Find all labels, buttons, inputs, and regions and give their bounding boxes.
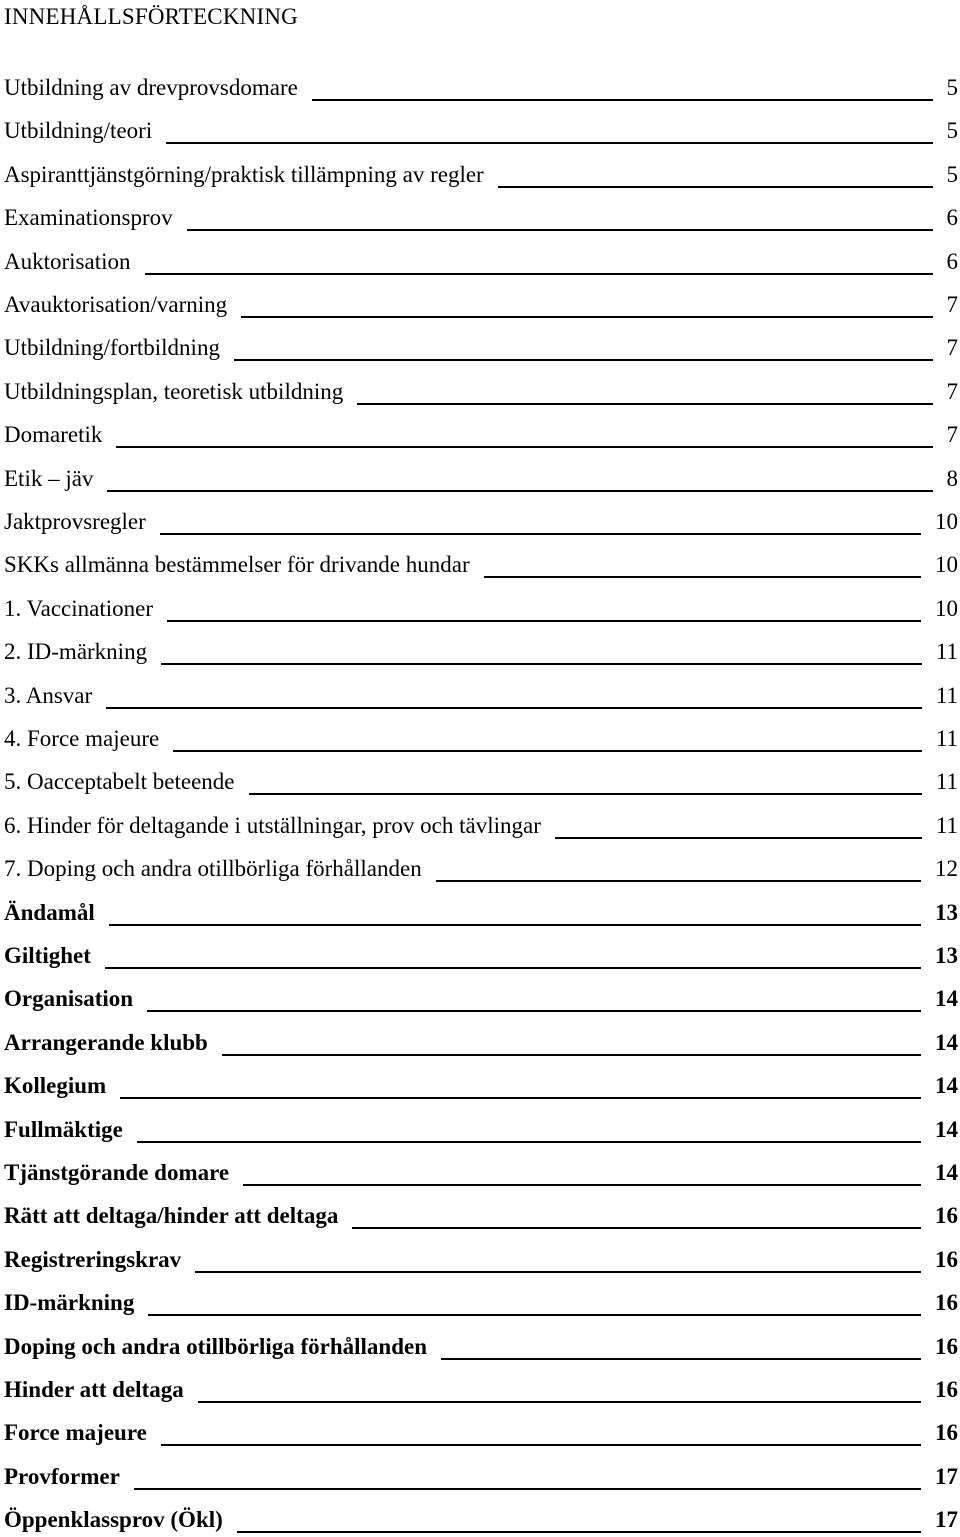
toc-entry-page-number: 14 [935, 1160, 958, 1185]
toc-entry-label: Arrangerande klubb [4, 1029, 208, 1055]
toc-entry-page-number: 14 [935, 986, 958, 1012]
toc-entry[interactable] [4, 1117, 958, 1147]
toc-leader-line [234, 358, 933, 361]
toc-entry-page-number: 13 [935, 943, 958, 968]
toc-entry-page-number: 14 [935, 1029, 958, 1055]
toc-leader-line [167, 619, 921, 622]
toc-entry-label: Utbildning/fortbildning [4, 335, 220, 361]
toc-entry-label: 6. Hinder för deltagande i utställningar, prov och tävlingar [4, 812, 541, 838]
toc-entry[interactable] [4, 335, 958, 365]
toc-leader-line [134, 1487, 921, 1490]
toc-entry-label: Kollegium [4, 1073, 107, 1099]
toc-entry[interactable] [4, 1334, 958, 1364]
toc-entry[interactable] [4, 813, 958, 843]
toc-entry-label: Fullmäktige [4, 1116, 123, 1142]
toc-entry-label: Utbildning av drevprovsdomare [4, 75, 298, 100]
page-title: INNEHÅLLSFÖRTECKNING [4, 4, 298, 29]
toc-entry-label: 4. Force majeure [4, 726, 160, 751]
toc-leader-line [484, 575, 921, 578]
toc-entry[interactable] [4, 1507, 958, 1537]
toc-entry-label: Rätt att deltaga/hinder att deltaga [4, 1203, 339, 1229]
toc-entry[interactable] [4, 162, 958, 192]
toc-entry-page-number: 16 [935, 1420, 958, 1446]
toc-entry-page-number: 11 [935, 812, 958, 838]
toc-entry-page-number: 8 [946, 465, 958, 491]
toc-entry-label: Domaretik [4, 422, 103, 448]
toc-entry-page-number: 16 [935, 1203, 958, 1229]
toc-entry[interactable] [4, 75, 958, 105]
toc-entry-label: Force majeure [4, 1420, 147, 1446]
toc-entry-page-number: 11 [935, 682, 958, 708]
toc-entry-label: 3. Ansvar [4, 682, 93, 708]
toc-entry-label: Auktorisation [4, 248, 131, 274]
toc-entry-label: Tjänstgörande domare [4, 1160, 230, 1185]
toc-leader-line [243, 1183, 921, 1186]
toc-leader-line [198, 1400, 921, 1403]
toc-entry-label: Doping och andra otillbörliga förhållanden [4, 1333, 428, 1359]
toc-leader-line [106, 706, 922, 709]
toc-entry-page-number: 11 [935, 726, 958, 751]
toc-entry[interactable] [4, 596, 958, 626]
toc-entry-label: ID-märkning [4, 1290, 135, 1316]
toc-entry-page-number: 16 [935, 1246, 958, 1272]
toc-entry[interactable] [4, 1464, 958, 1494]
toc-leader-line [555, 836, 922, 839]
toc-entry[interactable] [4, 1030, 958, 1060]
toc-entry[interactable] [4, 1160, 958, 1190]
toc-leader-line [187, 228, 933, 231]
toc-entry[interactable] [4, 552, 958, 582]
toc-entry-page-number: 12 [935, 856, 958, 882]
toc-entry[interactable] [4, 986, 958, 1016]
toc-entry-label: Utbildningsplan, teoretisk utbildning [4, 378, 344, 404]
toc-entry[interactable] [4, 1073, 958, 1103]
toc-entry[interactable] [4, 683, 958, 713]
toc-entry[interactable] [4, 900, 958, 930]
toc-entry-label: 5. Oacceptabelt beteende [4, 769, 235, 795]
toc-leader-line [105, 966, 921, 969]
toc-entry[interactable] [4, 856, 958, 886]
toc-entry[interactable] [4, 249, 958, 279]
toc-entry-page-number: 13 [935, 899, 958, 925]
toc-entry[interactable] [4, 466, 958, 496]
toc-leader-line [241, 315, 932, 318]
toc-leader-line [166, 141, 932, 144]
toc-leader-line [352, 1226, 921, 1229]
toc-entry-page-number: 6 [946, 248, 958, 274]
toc-entry-label: Organisation [4, 986, 134, 1012]
toc-leader-line [436, 879, 921, 882]
toc-entry-page-number: 7 [946, 422, 958, 448]
toc-entry[interactable] [4, 379, 958, 409]
toc-entry-label: Öppenklassprov (Ökl) [4, 1507, 223, 1533]
toc-entry[interactable] [4, 205, 958, 235]
toc-entry-label: Giltighet [4, 943, 91, 968]
toc-entry-page-number: 14 [935, 1116, 958, 1142]
toc-entry-page-number: 10 [935, 595, 958, 621]
toc-leader-line [107, 489, 932, 492]
toc-entry-label: 2. ID-märkning [4, 639, 148, 665]
toc-leader-line [109, 923, 921, 926]
toc-entry-page-number: 7 [946, 292, 958, 317]
toc-entry-page-number: 5 [946, 161, 958, 187]
toc-leader-line [498, 185, 933, 188]
toc-entry-label: Ändamål [4, 899, 95, 925]
toc-entry-label: 1. Vaccinationer [4, 595, 154, 621]
toc-entry[interactable] [4, 1377, 958, 1407]
toc-leader-line [173, 749, 922, 752]
toc-leader-line [116, 445, 932, 448]
toc-entry[interactable] [4, 422, 958, 452]
toc-entry[interactable] [4, 726, 958, 756]
toc-leader-line [249, 792, 922, 795]
toc-entry-label: Jaktprovsregler [4, 509, 146, 534]
toc-leader-line [312, 98, 933, 101]
toc-entry-label: Aspiranttjänstgörning/praktisk tillämpning av regler [4, 161, 484, 187]
toc-entry-label: Etik – jäv [4, 465, 94, 491]
toc-entry-label: Utbildning/teori [4, 118, 153, 144]
toc-entry-label: Provformer [4, 1463, 120, 1489]
toc-entry-label: Avauktorisation/varning [4, 292, 228, 317]
toc-entry-page-number: 14 [935, 1073, 958, 1099]
toc-entry[interactable] [4, 1290, 958, 1320]
toc-leader-line [161, 662, 922, 665]
toc-entry[interactable] [4, 509, 958, 539]
toc-entry[interactable] [4, 1420, 958, 1450]
toc-entry-page-number: 6 [946, 205, 958, 231]
toc-entry-page-number: 10 [935, 552, 958, 578]
toc-entry-label: SKKs allmänna bestämmelser för drivande hundar [4, 552, 470, 578]
toc-leader-line [120, 1096, 921, 1099]
toc-entry[interactable] [4, 1247, 958, 1277]
toc-entry-page-number: 16 [935, 1377, 958, 1402]
toc-entry-label: Hinder att deltaga [4, 1377, 184, 1402]
toc-entry-page-number: 16 [935, 1333, 958, 1359]
toc-entry-page-number: 7 [946, 378, 958, 404]
toc-entry-page-number: 10 [935, 509, 958, 534]
toc-entry-page-number: 11 [935, 639, 958, 665]
toc-entry-page-number: 17 [935, 1463, 958, 1489]
toc-entry-page-number: 5 [946, 118, 958, 144]
toc-leader-line [222, 1053, 921, 1056]
toc-leader-line [161, 1443, 921, 1446]
toc-leader-line [137, 1140, 921, 1143]
toc-leader-line [160, 532, 921, 535]
toc-entry[interactable] [4, 943, 958, 973]
toc-leader-line [357, 402, 932, 405]
toc-entry-label: Examinationsprov [4, 205, 173, 231]
toc-entry[interactable] [4, 769, 958, 799]
toc-entry[interactable] [4, 118, 958, 148]
toc-leader-line [145, 272, 933, 275]
toc-entry[interactable] [4, 639, 958, 669]
toc-entry-page-number: 16 [935, 1290, 958, 1316]
toc-entry-page-number: 17 [935, 1507, 958, 1533]
toc-leader-line [195, 1270, 921, 1273]
toc-leader-line [147, 1009, 921, 1012]
toc-leader-line [237, 1530, 921, 1533]
toc-entry-page-number: 5 [946, 75, 958, 100]
toc-entry-page-number: 7 [946, 335, 958, 361]
toc-entry[interactable] [4, 292, 958, 322]
toc-entry-label: Registreringskrav [4, 1246, 182, 1272]
toc-leader-line [441, 1357, 921, 1360]
toc-entry-label: 7. Doping och andra otillbörliga förhållanden [4, 856, 422, 882]
toc-leader-line [148, 1313, 921, 1316]
toc-entry[interactable] [4, 1203, 958, 1233]
toc-entry-page-number: 11 [935, 769, 958, 795]
